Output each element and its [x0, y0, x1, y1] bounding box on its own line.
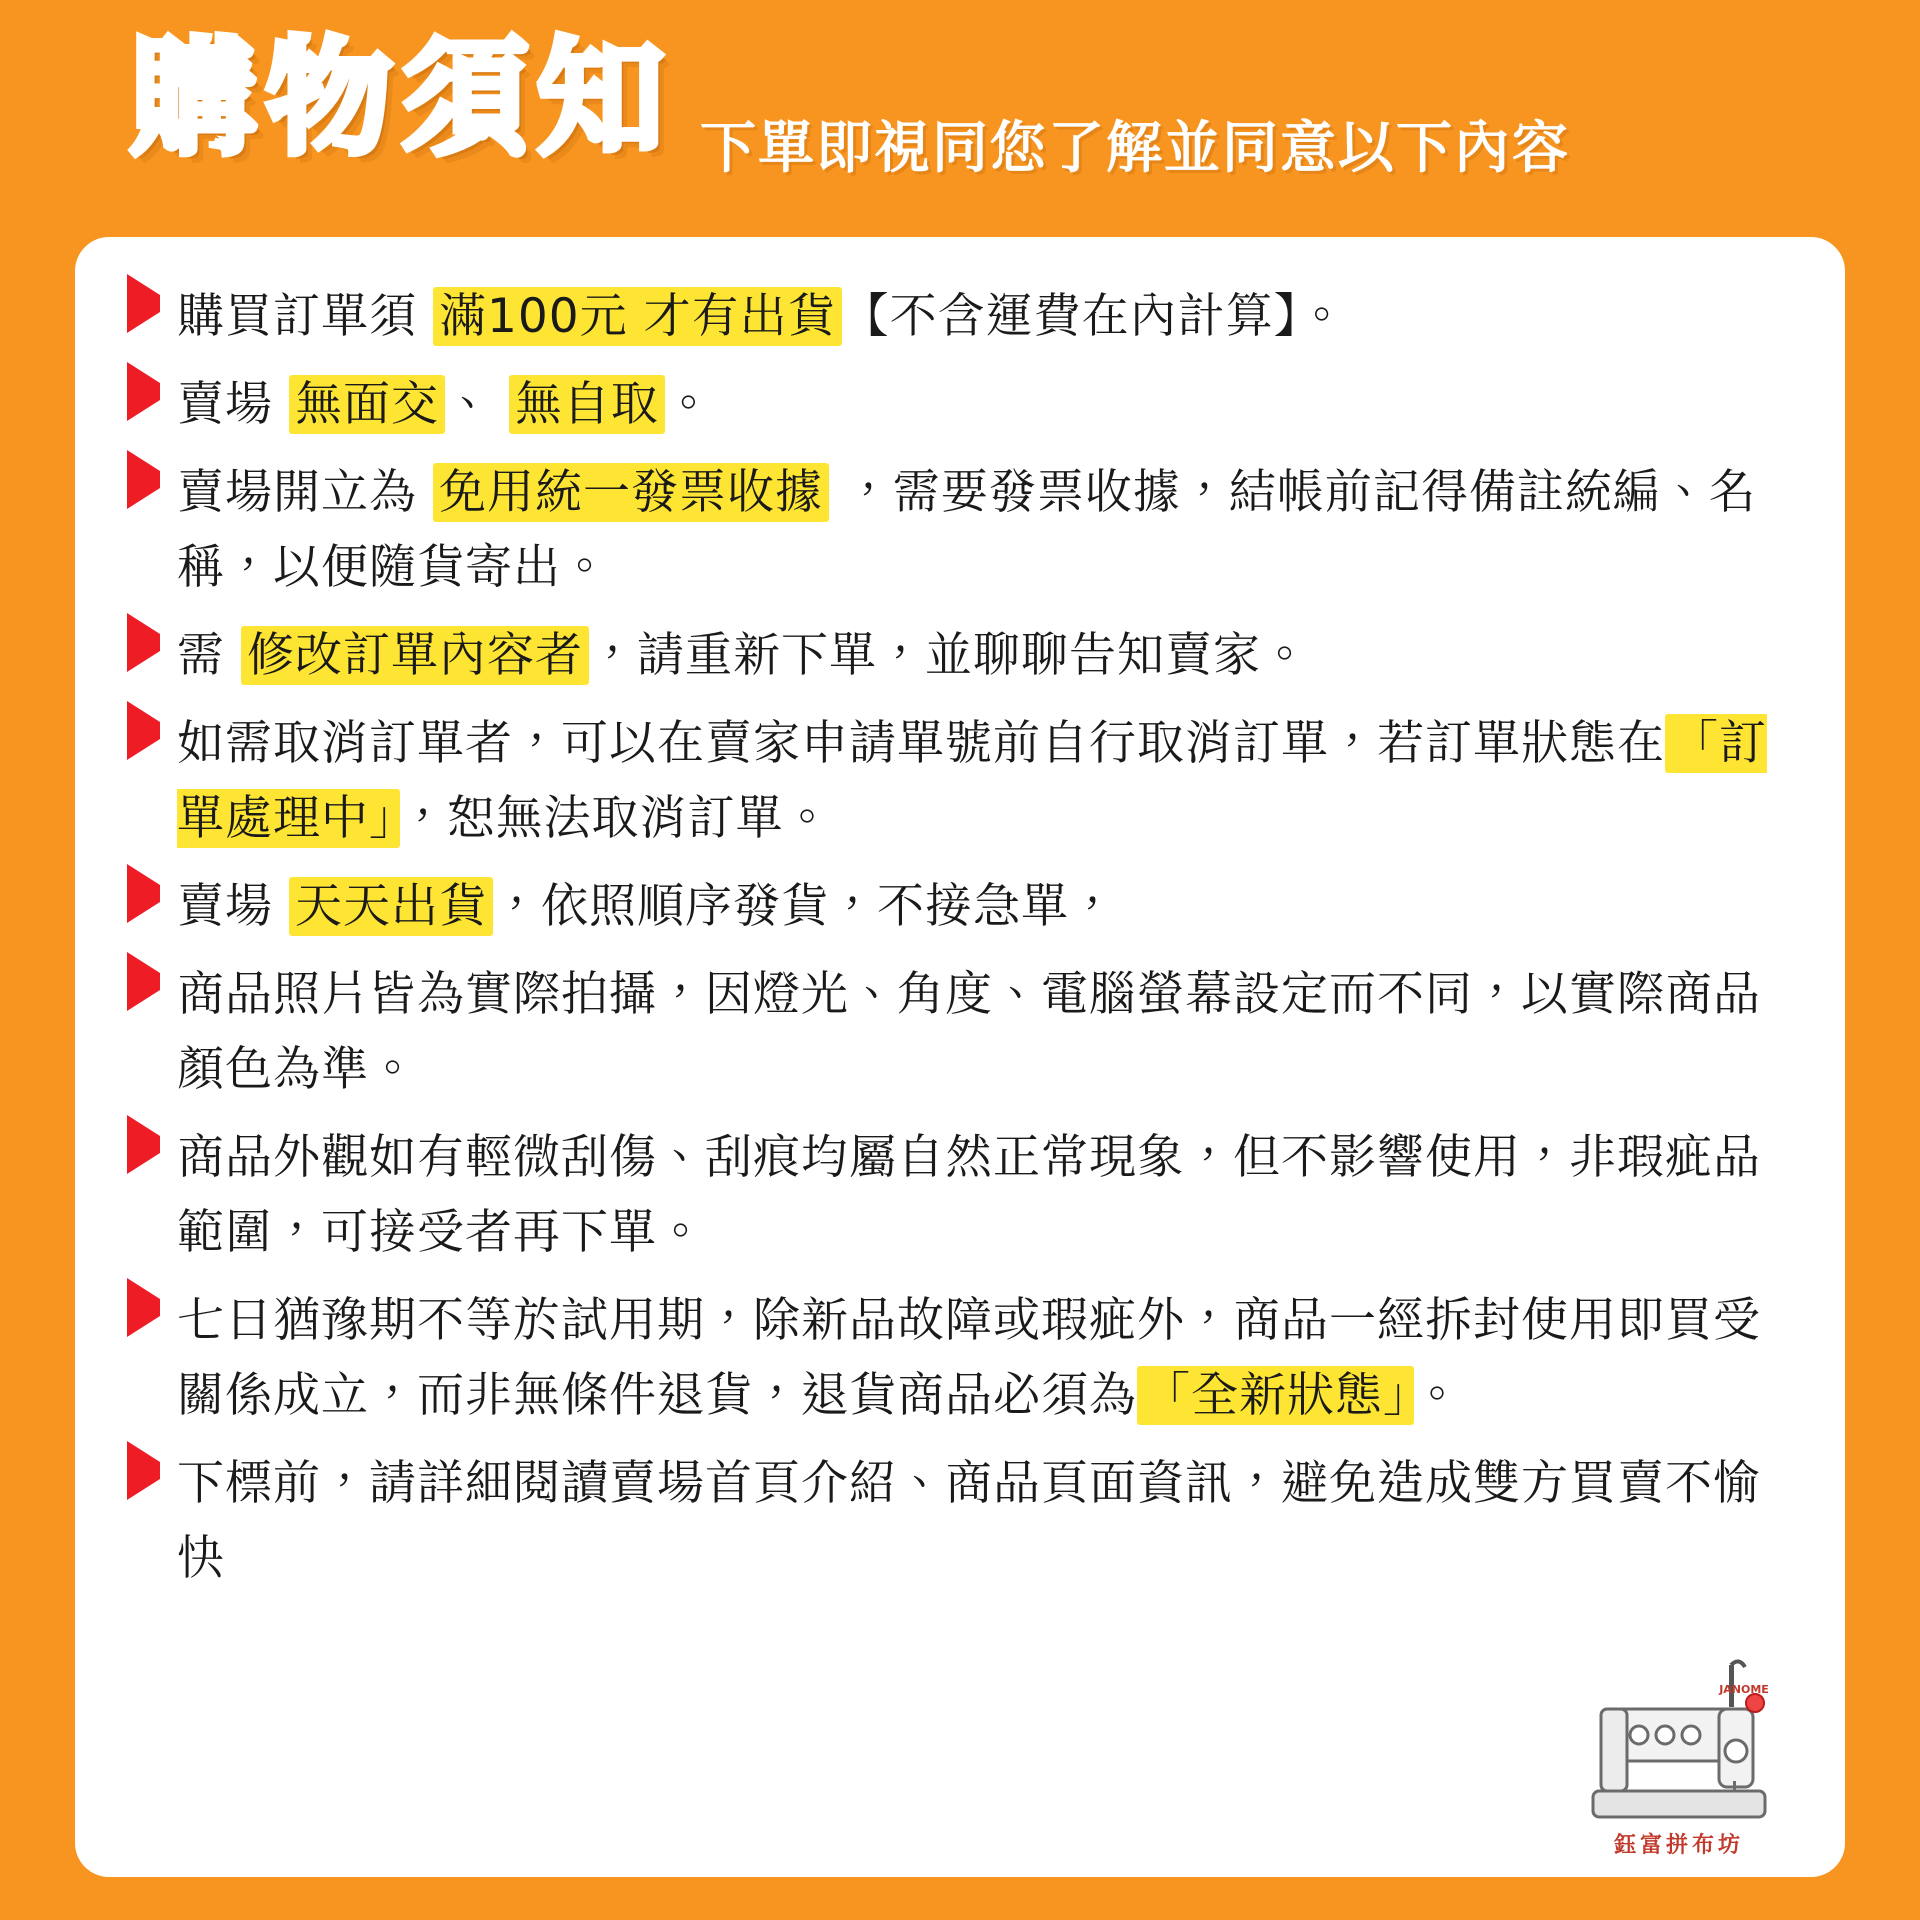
- machine-brand-label: JANOME: [1719, 1683, 1769, 1696]
- notice-card: [75, 237, 1845, 1877]
- plain-text: 。: [664, 377, 713, 432]
- notice-item-min-order: [127, 279, 1793, 354]
- notice-item-minor-scratch: [127, 1120, 1793, 1270]
- triangle-bullet-icon: [127, 383, 173, 401]
- highlighted-text: 「訂單處理中」: [177, 716, 1767, 846]
- notice-list: [127, 279, 1793, 1596]
- highlighted-text: 天天出貨: [289, 877, 493, 936]
- sewing-machine-icon: [1579, 1651, 1779, 1841]
- triangle-bullet-icon: [127, 973, 173, 991]
- highlighted-text: 免用統一發票收據: [433, 463, 829, 522]
- triangle-bullet-icon: [127, 1299, 173, 1317]
- notice-text: [177, 1120, 1793, 1270]
- plain-text: 商品外觀如有輕微刮傷、刮痕均屬自然正常現象，但不影響使用，非瑕疵品範圍，可接受者再下單。: [177, 1130, 1761, 1260]
- page-subtitle: 下單即視同您了解並同意以下內容: [700, 116, 1570, 181]
- plain-text: ，請重新下單，並聊聊告知賣家。: [588, 628, 1309, 683]
- plain-text: ，恕無法取消訂單。: [399, 791, 832, 846]
- notice-text: [177, 455, 1793, 605]
- page-title: 購物須知: [130, 25, 674, 172]
- plain-text: 賣場開立為: [177, 465, 433, 520]
- notice-text: [177, 367, 1793, 442]
- plain-text: 下標前，請詳細閱讀賣場首頁介紹、商品頁面資訊，避免造成雙方買賣不愉快: [177, 1456, 1761, 1586]
- notice-item-daily-shipping: [127, 869, 1793, 944]
- notice-text: [177, 869, 1793, 944]
- notice-item-read-before-buy: [127, 1446, 1793, 1596]
- plain-text: 。: [1413, 1368, 1462, 1423]
- triangle-bullet-icon: [127, 295, 173, 313]
- highlighted-text: 「全新狀態」: [1137, 1366, 1414, 1425]
- plain-text: ，依照順序發貨，不接急單，: [492, 879, 1117, 934]
- plain-text: 購買訂單須: [177, 289, 433, 344]
- triangle-bullet-icon: [127, 885, 173, 903]
- notice-item-modify-order: [127, 618, 1793, 693]
- highlighted-text: 無自取: [509, 375, 665, 434]
- highlighted-text: 無面交: [289, 375, 445, 434]
- plain-text: 需: [177, 628, 241, 683]
- plain-text: 如需取消訂單者，可以在賣家申請單號前自行取消訂單，若訂單狀態在: [177, 716, 1665, 771]
- triangle-bullet-icon: [127, 1136, 173, 1154]
- highlighted-text: 滿100元 才有出貨: [433, 287, 842, 346]
- notice-text: [177, 1446, 1793, 1596]
- notice-text: [177, 1283, 1793, 1433]
- plain-text: 七日猶豫期不等於試用期，除新品故障或瑕疵外，商品一經拆封使用即買受關係成立，而非無條件退貨，退貨商品必須為: [177, 1293, 1761, 1423]
- triangle-bullet-icon: [127, 1462, 173, 1480]
- notice-text: [177, 279, 1793, 354]
- triangle-bullet-icon: [127, 634, 173, 652]
- plain-text: ，需要發票收據，結帳前記得備註統編、名稱，以便隨貨寄出。: [177, 465, 1757, 595]
- plain-text: 賣場: [177, 377, 289, 432]
- notice-item-photo-color: [127, 957, 1793, 1107]
- plain-text: 賣場: [177, 879, 289, 934]
- plain-text: 、: [444, 377, 509, 432]
- notice-text: [177, 618, 1793, 693]
- notice-item-no-pickup: [127, 367, 1793, 442]
- shop-logo-text: 鈺富拼布坊: [1613, 1833, 1744, 1858]
- triangle-bullet-icon: [127, 722, 173, 740]
- notice-text: [177, 706, 1793, 856]
- notice-item-seven-day: [127, 1283, 1793, 1433]
- notice-item-invoice: [127, 455, 1793, 605]
- header: [26, 22, 1894, 237]
- notice-text: [177, 957, 1793, 1107]
- notice-item-cancel-order: [127, 706, 1793, 856]
- highlighted-text: 修改訂單內容者: [241, 626, 589, 685]
- plain-text: 商品照片皆為實際拍攝，因燈光、角度、電腦螢幕設定而不同，以實際商品顏色為準。: [177, 967, 1761, 1097]
- plain-text: 【不含運費在內計算】。: [841, 289, 1347, 344]
- triangle-bullet-icon: [127, 471, 173, 489]
